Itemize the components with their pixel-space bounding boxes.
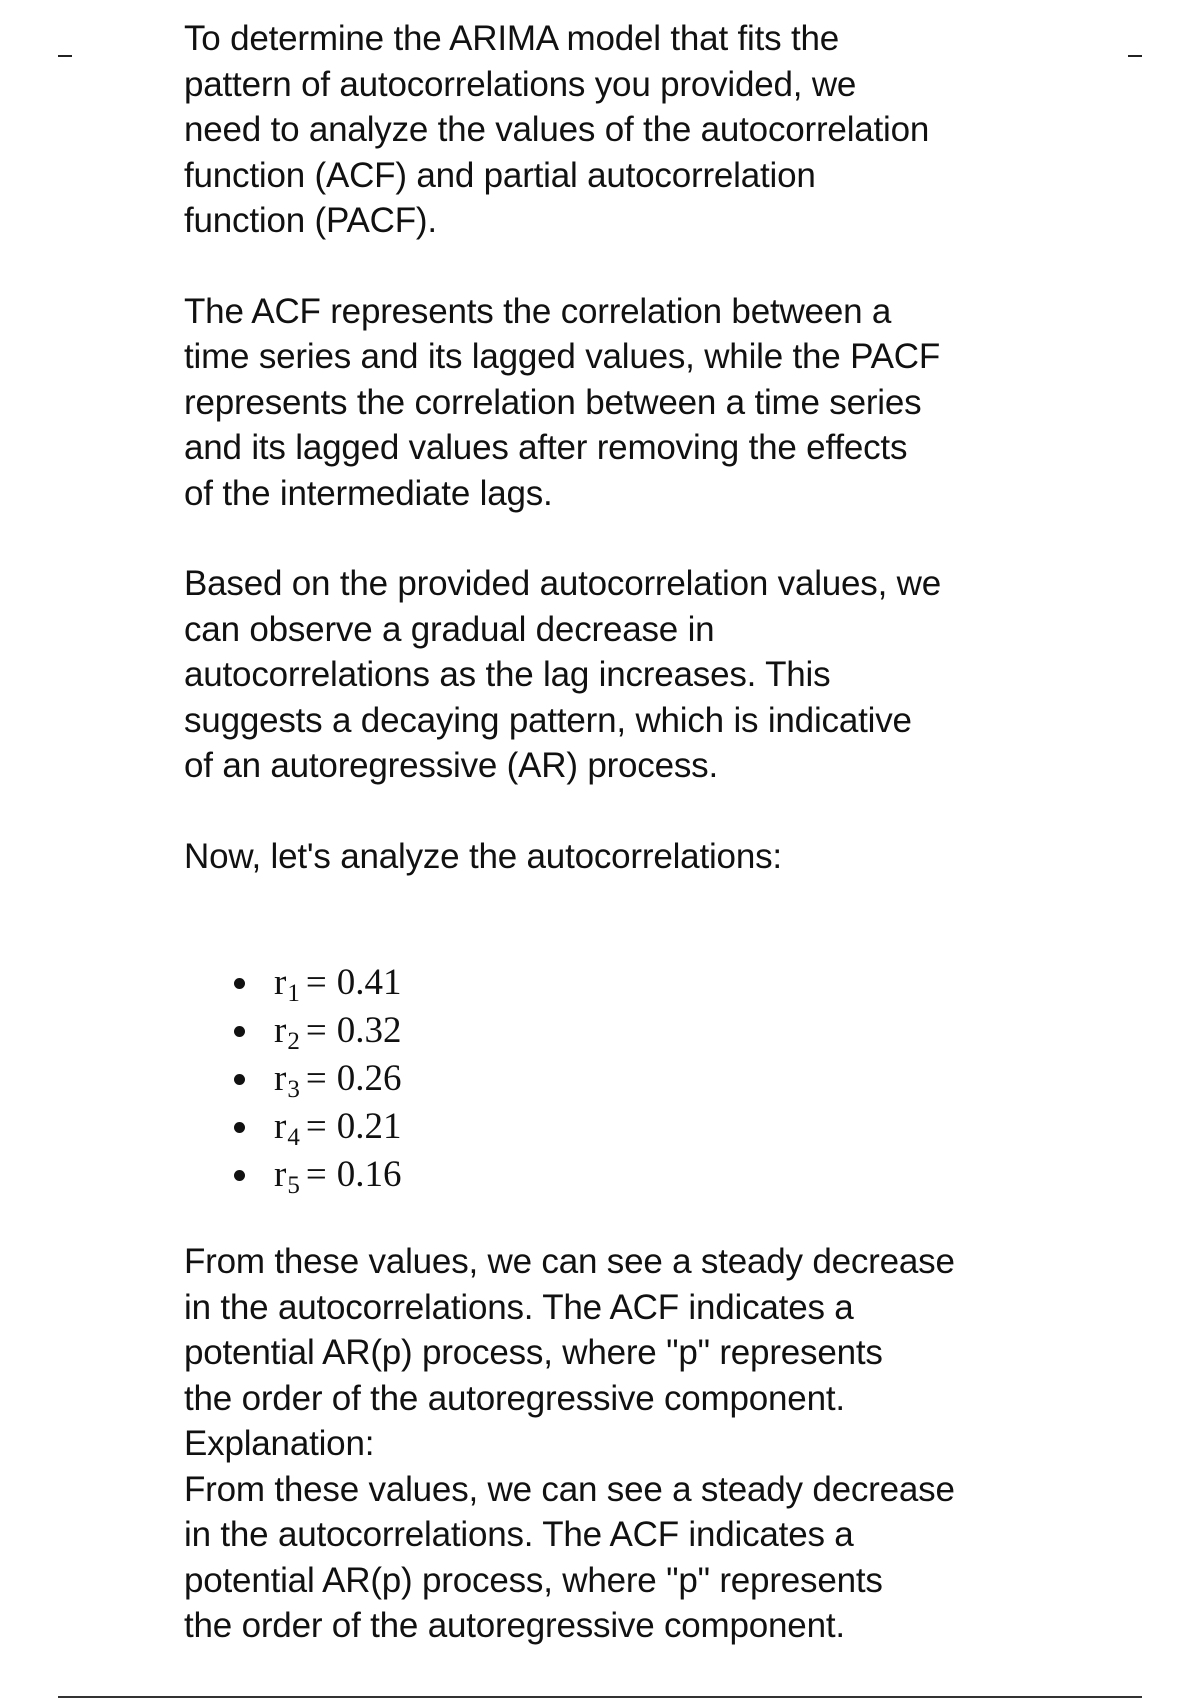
analysis-lead-paragraph: Now, let's analyze the autocorrelations: xyxy=(184,836,782,876)
left-corner-mark xyxy=(58,55,72,57)
bullet-icon xyxy=(234,978,245,989)
list-item xyxy=(234,1103,1054,1151)
acf-pacf-paragraph: The ACF represents the correlation between a time series and its lagged values, while the PACF represents the correlation between a time series and its lagged values after removing the effects of the intermediate lags. xyxy=(184,291,941,513)
lag-subscript: 1 xyxy=(287,980,300,1007)
lag-subscript: 5 xyxy=(287,1172,300,1199)
conclusion-paragraph: From these values, we can see a steady decrease in the autocorrelations. The ACF indicates a potential AR(p) process, where "p" represents the order of the autoregressive component. Explanation: From these values, we can see a steady decrease in the autocorrelations. The ACF indicates a potential AR(p) process, where "p" represents the order of the autoregressive component. xyxy=(184,1242,955,1645)
autocorrelation-symbol: r xyxy=(274,1154,287,1195)
equals-sign: = xyxy=(305,1154,327,1195)
equals-sign: = xyxy=(305,1106,327,1147)
lag-subscript: 2 xyxy=(287,1028,300,1055)
bullet-icon xyxy=(234,1170,245,1181)
bullet-icon xyxy=(234,1122,245,1133)
equals-sign: = xyxy=(305,1058,327,1099)
lag-subscript: 4 xyxy=(287,1124,300,1151)
autocorrelation-value: 0.32 xyxy=(336,1010,402,1051)
observation-paragraph: Based on the provided autocorrelation values, we can observe a gradual decrease in autocorrelations as the lag increases. This suggests a decaying pattern, which is indicative of an autoregressive (AR) process. xyxy=(184,564,941,785)
list-item xyxy=(234,959,1054,1007)
autocorrelation-symbol: r xyxy=(274,1058,287,1099)
autocorrelation-symbol: r xyxy=(274,962,287,1003)
lag-subscript: 3 xyxy=(287,1076,300,1103)
answer-content xyxy=(184,16,1054,1649)
equals-sign: = xyxy=(305,962,327,1003)
autocorrelation-value: 0.26 xyxy=(336,1058,402,1099)
autocorrelation-list xyxy=(184,959,1054,1199)
list-item xyxy=(234,1055,1054,1103)
right-corner-mark xyxy=(1128,55,1142,57)
bullet-icon xyxy=(234,1074,245,1085)
autocorrelation-value: 0.16 xyxy=(336,1154,402,1195)
autocorrelation-symbol: r xyxy=(274,1010,287,1051)
autocorrelation-value: 0.21 xyxy=(336,1106,402,1147)
list-item xyxy=(234,1007,1054,1055)
autocorrelation-symbol: r xyxy=(274,1106,287,1147)
bottom-divider xyxy=(58,1696,1142,1698)
autocorrelation-value: 0.41 xyxy=(336,962,402,1003)
equals-sign: = xyxy=(305,1010,327,1051)
list-item xyxy=(234,1151,1054,1199)
intro-paragraph: To determine the ARIMA model that fits the pattern of autocorrelations you provided, we need to analyze the values of the autocorrelation function (ACF) and partial autocorrelation function (PACF). xyxy=(184,19,930,240)
bullet-icon xyxy=(234,1026,245,1037)
